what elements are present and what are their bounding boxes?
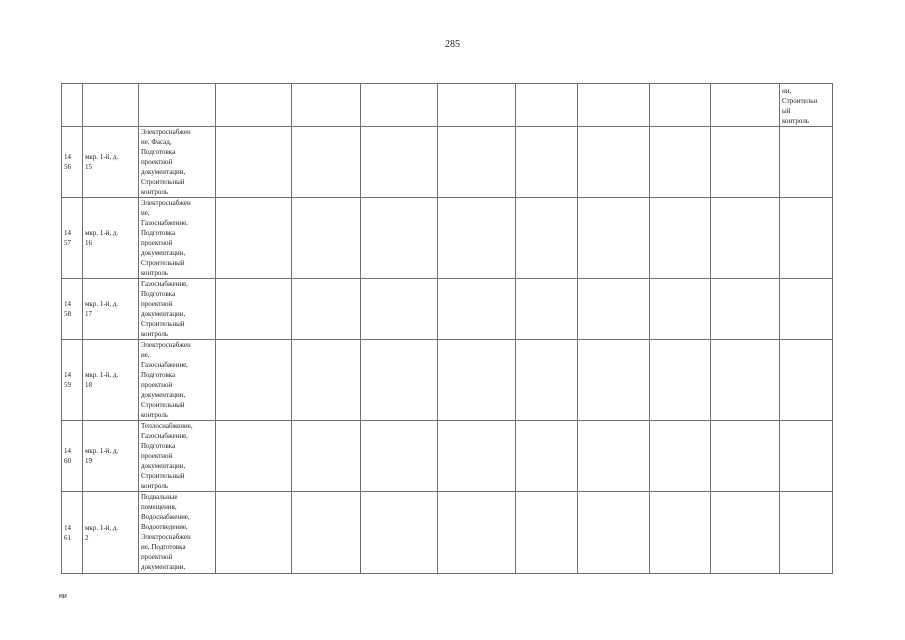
table-cell xyxy=(292,340,361,421)
row-address: мкр. 1-й, д. 15 xyxy=(83,127,139,198)
row-number: 14 59 xyxy=(62,340,83,421)
table-cell xyxy=(292,198,361,279)
footer-mark: ни xyxy=(59,593,67,600)
table-cell xyxy=(292,492,361,574)
table-cell xyxy=(216,84,292,127)
table-cell xyxy=(438,340,516,421)
table-cell xyxy=(578,340,650,421)
row-works: Электроснабжен ие, Газоснабжение, Подготовка проектной документации, Строительный контроль xyxy=(139,198,216,279)
table-row xyxy=(62,279,833,340)
table-cell xyxy=(361,340,438,421)
row-works: Теплоснабжение, Газоснабжение, Подготовка проектной документации, Строительный контроль xyxy=(139,421,216,492)
row-works: Электроснабжен ие, Газоснабжение, Подготовка проектной документации, Строительный контроль xyxy=(139,340,216,421)
table-row xyxy=(62,492,833,574)
table-row xyxy=(62,421,833,492)
row-number: 14 58 xyxy=(62,279,83,340)
table-cell xyxy=(83,84,139,127)
works-table xyxy=(61,83,833,574)
table-cell xyxy=(438,198,516,279)
table-cell xyxy=(292,127,361,198)
table-cell xyxy=(216,340,292,421)
table-cell xyxy=(711,198,780,279)
table-cell xyxy=(516,492,578,574)
row-address: мкр. 1-й, д. 18 xyxy=(83,340,139,421)
table-cell xyxy=(578,84,650,127)
table-cell xyxy=(361,421,438,492)
table-cell xyxy=(216,279,292,340)
table-cell xyxy=(292,84,361,127)
page-number: 285 xyxy=(445,39,460,50)
table-cell xyxy=(438,492,516,574)
table-cell xyxy=(516,198,578,279)
table-cell xyxy=(650,492,711,574)
table-cell xyxy=(711,84,780,127)
table-cell xyxy=(578,198,650,279)
table-cell xyxy=(361,198,438,279)
table-cell xyxy=(62,84,83,127)
table-cell xyxy=(711,340,780,421)
table-cell xyxy=(516,84,578,127)
table-cell xyxy=(216,198,292,279)
table-cell xyxy=(578,127,650,198)
row-address: мкр. 1-й, д. 17 xyxy=(83,279,139,340)
table-cell xyxy=(361,84,438,127)
table-cell xyxy=(650,127,711,198)
table-cell xyxy=(516,340,578,421)
table-cell xyxy=(216,492,292,574)
table-cell xyxy=(216,127,292,198)
table-cell xyxy=(780,492,833,574)
row-number: 14 61 xyxy=(62,492,83,574)
row-number: 14 57 xyxy=(62,198,83,279)
row-works: Электроснабжен ие, Фасад, Подготовка проектной документации, Строительный контроль xyxy=(139,127,216,198)
table-cell xyxy=(361,279,438,340)
table-cell xyxy=(516,127,578,198)
table-cell xyxy=(438,279,516,340)
table-cell xyxy=(711,279,780,340)
table-cell xyxy=(216,421,292,492)
table-cell xyxy=(711,127,780,198)
table-cell xyxy=(516,421,578,492)
table-row xyxy=(62,127,833,198)
row-address: мкр. 1-й, д. 19 xyxy=(83,421,139,492)
table-cell xyxy=(516,279,578,340)
table-cell xyxy=(578,421,650,492)
row-address: мкр. 1-й, д. 2 xyxy=(83,492,139,574)
table-cell xyxy=(438,421,516,492)
row-number: 14 56 xyxy=(62,127,83,198)
table-cell xyxy=(438,127,516,198)
header-tail-note: ни, Строительн ый контроль xyxy=(780,84,833,127)
table-cell xyxy=(650,421,711,492)
row-number: 14 60 xyxy=(62,421,83,492)
table-cell xyxy=(780,279,833,340)
table-cell xyxy=(780,127,833,198)
table-cell xyxy=(438,84,516,127)
table-cell xyxy=(361,492,438,574)
table-cell xyxy=(650,84,711,127)
table-cell xyxy=(780,198,833,279)
table-cell xyxy=(711,421,780,492)
table-cell xyxy=(780,421,833,492)
table-header-continuation-row xyxy=(62,84,833,127)
table-cell xyxy=(578,279,650,340)
table-cell xyxy=(578,492,650,574)
row-address: мкр. 1-й, д. 16 xyxy=(83,198,139,279)
row-works: Подвальные помещения, Водоснабжение, Водоотведение, Электроснабжен ие, Подготовка проектной документации, xyxy=(139,492,216,574)
table-cell xyxy=(292,421,361,492)
table-row xyxy=(62,198,833,279)
table-cell xyxy=(650,279,711,340)
table-cell xyxy=(139,84,216,127)
table-cell xyxy=(711,492,780,574)
table-cell xyxy=(292,279,361,340)
table-cell xyxy=(650,198,711,279)
table-cell xyxy=(780,340,833,421)
table-cell xyxy=(650,340,711,421)
table-cell xyxy=(361,127,438,198)
table-row xyxy=(62,340,833,421)
row-works: Газоснабжение, Подготовка проектной документации, Строительный контроль xyxy=(139,279,216,340)
